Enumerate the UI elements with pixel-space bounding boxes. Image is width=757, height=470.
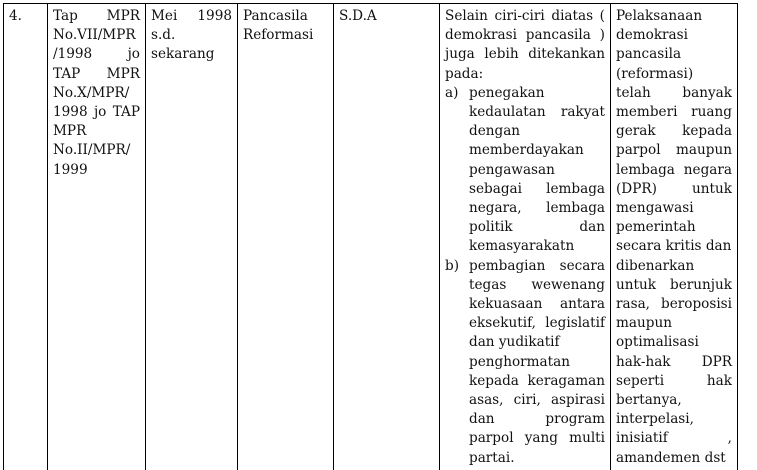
notes-line: maupun — [616, 315, 672, 332]
list-item — [445, 84, 605, 257]
list-item-line: kepada keragaman — [469, 372, 605, 389]
legal-basis-line: No.II/MPR/ — [53, 142, 131, 159]
list-item-line: partai. — [469, 449, 515, 466]
legal-basis-line: /1998 jo — [53, 46, 140, 63]
democracy-name-cell — [238, 4, 334, 470]
list-item-line: kekuasaan antara — [469, 296, 605, 313]
period-line: s.d. — [151, 27, 176, 44]
list-item-line: dan yudikatif — [469, 334, 560, 351]
notes-line: memberi ruang — [616, 104, 732, 121]
notes-line: bertanya, — [616, 392, 682, 409]
notes-line: mengawasi — [616, 200, 694, 217]
row-number: 4. — [9, 8, 22, 24]
notes-line: untuk berunjuk — [616, 276, 732, 293]
legal-basis-line: TAP MPR — [53, 65, 140, 82]
notes-line: interpelasi, — [616, 411, 694, 428]
notes-line: demokrasi — [616, 27, 688, 44]
characteristics-cell — [440, 4, 611, 470]
notes-cell — [611, 4, 738, 470]
notes-line: hak-hak DPR — [616, 353, 732, 370]
notes-text — [616, 7, 732, 468]
notes-line: pancasila — [616, 46, 682, 63]
legal-basis-line: 1998 jo TAP — [53, 104, 140, 121]
period-text — [151, 7, 232, 65]
legal-basis-cell — [48, 4, 146, 470]
list-item-line: kedaulatan rakyat — [469, 104, 605, 121]
legal-basis-text — [53, 7, 140, 180]
list-item-line: politik dan — [469, 219, 605, 236]
list-item-text — [469, 257, 605, 468]
list-item-line: memberdayakan — [469, 142, 584, 159]
notes-line: amandemen dst — [616, 449, 726, 466]
notes-line: seperti hak — [616, 372, 732, 389]
list-item-line: dengan — [469, 123, 521, 140]
characteristics-intro-line: pada: — [445, 65, 484, 82]
row-number-cell — [4, 4, 48, 470]
democracy-periods-table — [3, 3, 738, 470]
notes-line: parpol maupun — [616, 142, 732, 159]
notes-line: (reformasi) — [616, 65, 694, 82]
characteristics-list — [445, 84, 605, 468]
notes-line: lembaga negara — [616, 161, 732, 178]
list-item-text — [469, 84, 605, 257]
period-line: sekarang — [151, 46, 215, 63]
source-cell — [334, 4, 440, 470]
notes-line: (DPR) untuk — [616, 180, 732, 197]
list-item-line: pembagian secara — [469, 257, 605, 274]
notes-line: pemerintah — [616, 219, 696, 236]
legal-basis-line: Tap MPR — [53, 8, 140, 24]
list-marker: b) — [445, 257, 460, 274]
democracy-name-text — [243, 7, 328, 45]
notes-line: Pelaksanaan — [616, 8, 703, 24]
list-item-line: asas, ciri, aspirasi — [469, 392, 605, 409]
characteristics-intro-line: juga lebih ditekankan — [445, 46, 605, 63]
notes-line: dibenarkan — [616, 257, 695, 274]
period-cell — [146, 4, 238, 470]
notes-line: optimalisasi — [616, 334, 699, 351]
characteristics-intro-line: Selain ciri-ciri diatas ( — [445, 8, 605, 24]
source-text: S.D.A — [339, 8, 377, 24]
notes-line: secara kritis dan — [616, 238, 732, 255]
notes-line: rasa, beroposisi — [616, 296, 732, 313]
legal-basis-line: 1999 — [53, 161, 88, 178]
list-marker: a) — [445, 84, 459, 101]
characteristics-intro — [445, 7, 605, 84]
list-item-line: sebagai lembaga — [469, 180, 605, 197]
list-item-line: dan program — [469, 411, 605, 428]
notes-line: inisiatif , — [616, 430, 732, 447]
list-item-line: negara, lembaga — [469, 200, 605, 217]
list-item-line: penegakan — [469, 84, 545, 101]
list-item — [445, 257, 605, 468]
period-line: Mei 1998 — [151, 8, 232, 24]
characteristics-intro-line: demokrasi pancasila ) — [445, 27, 605, 44]
democracy-name-line: Reformasi — [243, 27, 314, 44]
legal-basis-line: MPR — [53, 123, 87, 140]
list-item-line: tegas wewenang — [469, 276, 605, 293]
notes-line: gerak kepada — [616, 123, 732, 140]
list-item-line: penghormatan — [469, 353, 570, 370]
legal-basis-line: No.VII/MPR — [53, 27, 136, 44]
legal-basis-line: No.X/MPR/ — [53, 84, 130, 101]
table-row — [4, 4, 738, 470]
list-item-line: pengawasan — [469, 161, 555, 178]
list-item-line: parpol yang multi — [469, 430, 605, 447]
list-item-line: eksekutif, legislatif — [469, 315, 605, 332]
democracy-name-line: Pancasila — [243, 8, 308, 24]
list-item-line: kemasyarakatn — [469, 238, 575, 255]
notes-line: telah banyak — [616, 84, 732, 101]
